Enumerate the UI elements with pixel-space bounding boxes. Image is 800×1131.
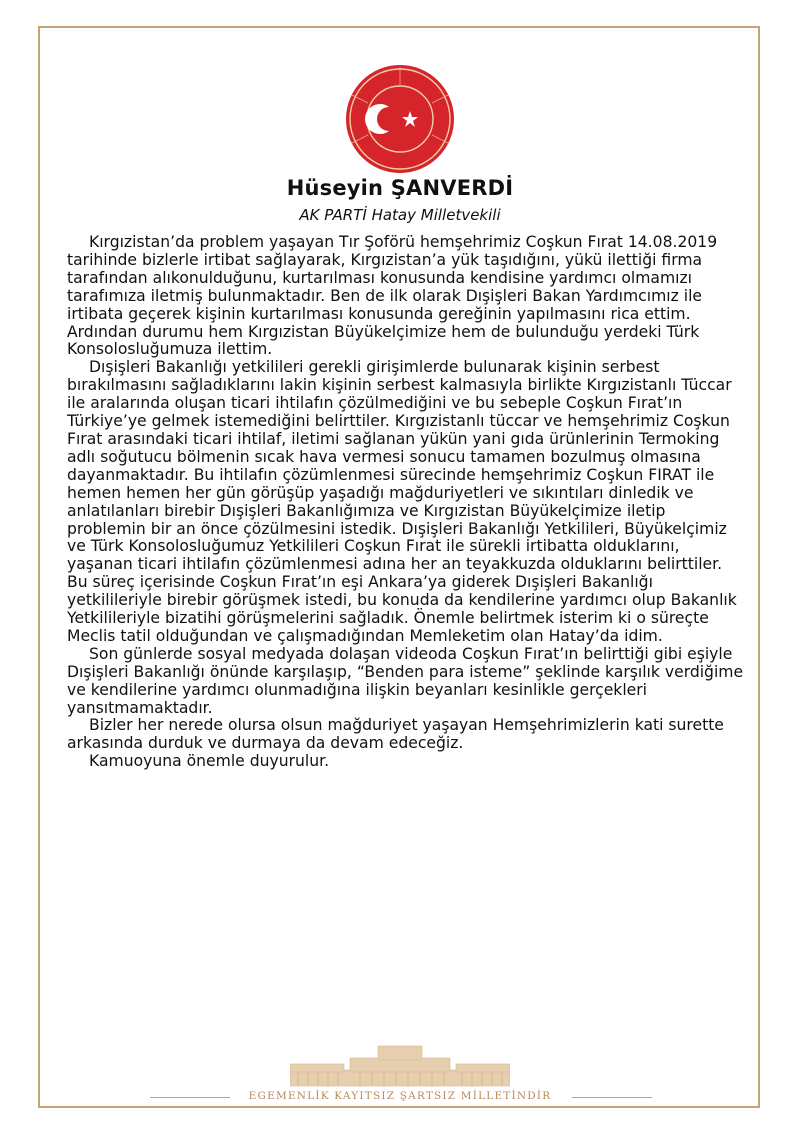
paragraph: Bizler her nerede olursa olsun mağduriyet yaşayan Hemşehrimizlerin kati surette arkasında durduk ve durmaya da devam edeceğiz. xyxy=(67,716,724,753)
paragraph: Kamuoyuna önemle duyurulur. xyxy=(89,752,330,771)
author-title: AK PARTİ Hatay Milletvekili xyxy=(299,206,501,224)
paragraph: Kırgızistan’da problem yaşayan Tır Şoförü hemşehrimiz Coşkun Fırat 14.08.2019 tarihinde bizlerle irtibat sağlayarak, Kırgızistan’a yük taşıdığını, yükü ilettiği firma tarafından alıkonulduğunu, kurtarılması konusunda kendisine yardımcı olmamızı tarafımıza iletmiş bulunmaktadır. Ben de ilk olarak Dışişleri Bakan Yardımcımız ile irtibata geçerek kişinin kurtarılması konusunda gereğinin yapılmasını rica ettim. Ardından durumu hem Kırgızistan Büyükelçimize hem de bulunduğu yerdeki Türk Konsolosluğumuza ilettim. xyxy=(67,233,718,359)
parliament-building-icon xyxy=(290,1040,510,1090)
motto-rule-right xyxy=(572,1097,652,1098)
paragraph: Dışişleri Bakanlığı yetkilileri gerekli girişimlerde bulunarak kişinin serbest bırakılmasını sağladıklarını lakin kişinin serbest kalmasıyla birlikte Kırgızistanlı Tüccar ile aralarında oluşan ticari ihtilafın çözülmediğini ve bu sebeple Coşkun Fırat’ın Türkiye’ye gelmek istemediğini belirttiler. Kırgızistanlı tüccar ve hemşehrimiz Coşkun Fırat arasındaki ticari ihtilaf, iletimi sağlanan yükün yani gıda ürünlerinin Termoking adlı soğutucu bölmenin sıcak hava vermesi sonucu tamamen bozulmuş olmasına dayanmaktadır. Bu ihtilafın çözümlenmesi sürecinde hemşehrimiz Coşkun FIRAT ile hemen hemen her gün görüşüp yaşadığı mağduriyetleri ve sıkıntıları dinledik ve anlatılanları birebir Dışişleri Bakanlığımıza ve Kırgızistan Büyükelçimize iletip problemin bir an önce çözülmesini istedik. Dışişleri Bakanlığı Yetkilileri, Büyükelçimiz ve Türk Konsolosluğumuz Yetkilileri Coşkun Fırat ile sürekli irtibatta olduklarını, yaşanan ticari ihtilafın çözümlenmesi adına her an teyakkuzda olduklarını belirttiler. Bu süreç içerisinde Coşkun Fırat’ın eşi Ankara’ya giderek Dışişleri Bakanlığı yetkilileriyle birebir görüşmek istedi, bu konuda da kendilerine yardımcı olup Bakanlık Yetkilileriyle bizatihi görüşmelerini sağladık. Önemle belirtmek isterim ki o süreçte Meclis tatil olduğundan ve çalışmadığından Memleketim olan Hatay’da idim. xyxy=(67,358,737,645)
statement-body xyxy=(67,234,747,771)
author-name: Hüseyin ŞANVERDİ xyxy=(286,176,514,200)
paragraph: Son günlerde sosyal medyada dolaşan videoda Coşkun Fırat’ın belirttiği gibi eşiyle Dışişleri Bakanlığı önünde karşılaşıp, “Benden para isteme” şeklinde karşılık verdiğime ve kendilerine yardımcı olunmadığına ilişkin beyanları kesinlikle gerçekleri yansıtmamaktadır. xyxy=(67,644,744,717)
tbmm-seal-icon xyxy=(344,63,456,175)
motto: EGEMENLİK KAYITSIZ ŞARTSIZ MİLLETİNDİR xyxy=(248,1090,552,1102)
